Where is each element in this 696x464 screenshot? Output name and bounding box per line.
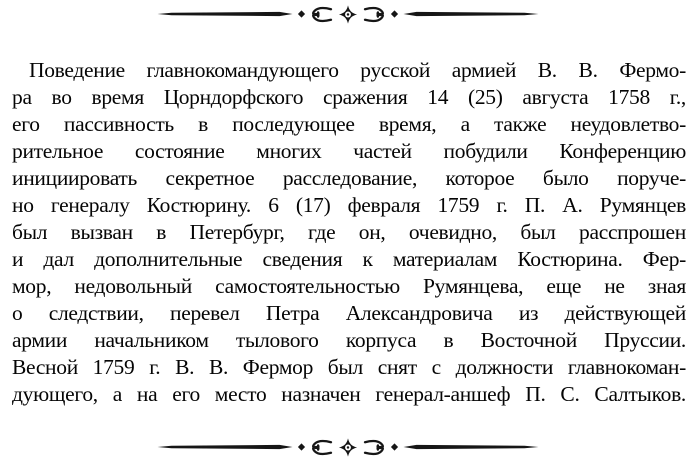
text-line: Поведение главнокомандующего русской армией В. В. Фермо- bbox=[29, 58, 686, 82]
ornamental-divider-bottom bbox=[158, 437, 539, 457]
scroll-left-icon bbox=[310, 439, 335, 456]
ornamental-divider-top bbox=[158, 4, 539, 24]
text-line: армии начальником тылового корпуса в Восточной Пруссии. bbox=[12, 328, 686, 352]
scroll-right-icon bbox=[362, 6, 387, 23]
diamond-icon bbox=[391, 10, 399, 18]
tapered-rule-right-icon bbox=[403, 443, 539, 451]
tapered-rule-left-icon bbox=[158, 443, 294, 451]
text-line: его пассивность в последующее время, а также неудовлетво- bbox=[12, 112, 686, 136]
diamond-icon bbox=[391, 443, 399, 451]
text-line: Весной 1759 г. В. В. Фермор был снят с должности главнокоман- bbox=[12, 355, 686, 379]
tapered-rule-left-icon bbox=[158, 10, 294, 18]
rosette-icon bbox=[339, 5, 358, 24]
text-line: ра во время Цорндорфского сражения 14 (25) августа 1758 г., bbox=[12, 85, 686, 109]
rosette-icon bbox=[339, 438, 358, 457]
scroll-left-icon bbox=[310, 6, 335, 23]
text-line: и дал дополнительные сведения к материалам Костюрина. Фер- bbox=[12, 247, 686, 271]
text-line: о следствии, перевел Петра Александровича из действующей bbox=[12, 301, 686, 325]
paragraph bbox=[12, 57, 686, 408]
text-line: рительное состояние многих частей побудили Конференцию bbox=[12, 139, 686, 163]
tapered-rule-right-icon bbox=[403, 10, 539, 18]
scroll-right-icon bbox=[362, 439, 387, 456]
diamond-icon bbox=[298, 443, 306, 451]
diamond-icon bbox=[298, 10, 306, 18]
text-line: был вызван в Петербург, где он, очевидно, был расспрошен bbox=[12, 220, 686, 244]
text-line: мор, недовольный самостоятельностью Румянцева, еще не зная bbox=[12, 274, 686, 298]
text-line: дующего, а на его место назначен генерал-аншеф П. С. Салтыков. bbox=[12, 382, 686, 406]
text-line: но генералу Костюрину. 6 (17) февраля 1759 г. П. А. Румянцев bbox=[12, 193, 686, 217]
text-line: инициировать секретное расследование, которое было поруче- bbox=[12, 166, 686, 190]
